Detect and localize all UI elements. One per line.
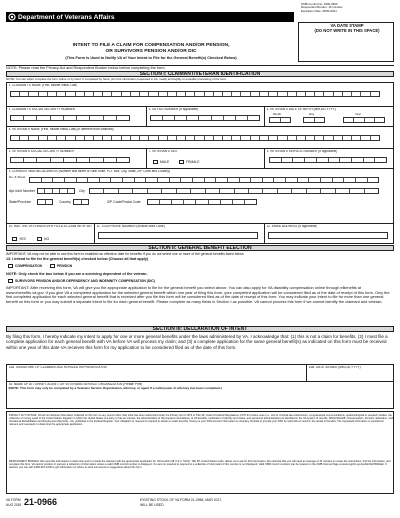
sex-female-label: FEMALE <box>186 160 200 164</box>
section-1-note: NOTE: You can either complete the form online or by hand. If completed by hand, print the information requested in ink, neatly and legibly to expedite processing of the form. <box>6 78 227 81</box>
city-field[interactable] <box>89 188 379 194</box>
va-file-number-label: 3. VA FILE NUMBER (If applicable) <box>148 108 199 111</box>
omb-control: OMB Control No. 2900-0826 <box>301 3 338 6</box>
veteran-name-field[interactable] <box>10 135 380 141</box>
header-note: NOTE: Please read the Privacy Act and Respondent Burden below before completing the form. <box>6 66 166 70</box>
filed-no-checkbox[interactable] <box>37 237 42 241</box>
survivors-dic-label: SURVIVORS PENSION AND/OR DEPENDENCY AND INDEMNITY COMPENSATION (DIC) <box>15 279 155 283</box>
respondent-burden: Respondent Burden: 15 minutes <box>301 6 343 10</box>
question-13: 13. I intend to file for the general benefit(s) checked below (Choose all that apply) <box>6 257 149 261</box>
va-seal-icon <box>8 13 16 21</box>
declaration-text: By filing this form, I hereby indicate my intent to apply for one or more general benefits under the laws administered by VA. I acknowledge that: (1) this is not a claim for benefits, (2) I must file a complete application for each general benefit with VA before VA will process my claim; and (3) a complete application for the same general benefit(s) as indicated on this form must be received within one year of this date VA receives this form for my application to be considered filed as of the date of this form. <box>6 334 388 350</box>
filed-yes-checkbox[interactable] <box>12 237 17 241</box>
representative-field[interactable] <box>10 392 390 407</box>
filed-yes-label: YES <box>19 237 26 241</box>
date-stamp-note: (DO NOT WRITE IN THIS SPACE) <box>314 27 380 33</box>
dob-day-label: Day <box>309 112 315 116</box>
dob-month-field[interactable] <box>269 117 291 123</box>
service-number-label: 8. VETERAN'S SERVICE NUMBER (If applicable) <box>266 150 338 153</box>
date-signed-cell <box>307 365 394 382</box>
telephone-cell <box>95 224 265 244</box>
service-number-field[interactable] <box>269 157 387 163</box>
section-3-title: SECTION III: DECLARATION OF INTENT <box>6 326 394 332</box>
veteran-ssn-field[interactable] <box>10 157 130 163</box>
representative-label: 15. NAME OF ATTORNEY, AGENT, OR VETERANS SERVICE ORGANIZATION (Please Print) <box>8 383 143 386</box>
privacy-act-text: PRIVACY ACT NOTICE: VA will not disclose information collected on this form to any source other than what has been authorized under the Privacy Act of 1974 or Title 38, Code of Federal Regulations 1.576 for routine uses (i.e., civil or criminal law enforcement, congressional communications, epidemiological or research studies, the collection of money owed to the United States, litigation in which the United States is a party or has an interest, the administration of VA programs and delivery of VA benefits, verification of identity and status, and personnel administration) as identified in the VA system of records, 58VA21/22/28, Compensation, Pension, Education, and Vocational Rehabilitation and Employment Records - VA, published in the Federal Register. Your obligation to respond is required to obtain or retain benefits. Giving us your SSN account information is voluntary. Refusal to provide your SSN by itself will not result in the denial of benefits. The requested information is considered relevant and necessary to determine the appropriate application. <box>9 414 393 427</box>
date-signed-label: 14B. DATE SIGNED (MM,DD,YYYY) <box>308 366 361 369</box>
veteran-name-cell <box>7 127 394 149</box>
section-2-important-2: IMPORTANT: After receiving this form, VA will give you the appropriate application to file for the general benefit you select above. You can also apply for VA disability compensation online through eBenefits at www.ebenefits.va.gov. If you give VA a completed application for the selected general benefit within one year of filing this form, your completed application will be considered filed as of the date of receipt of this form. Only the first completed application for each selected general benefit that is received after you file this form will be considered filed as of the date of receipt of this form. You may indicate your intent to file for more than one general benefit on this form or you may submit a separate intent to file for each general benefit. Please complete as many fields in Section I as possible. VA cannot process this form if we cannot identify the claimant and veteran. <box>6 286 390 304</box>
apt-field[interactable] <box>37 188 75 194</box>
footer-form-label: VA FORM <box>6 498 21 502</box>
veteran-name-label: 5. VETERAN'S NAME (First, Middle Initial, Last) (If different from claimant) <box>8 128 114 131</box>
zip-field[interactable] <box>147 199 257 205</box>
signature-label: 14A. SIGNATURE OF CLAIMANT/AUTHORIZED REPRESENTATIVE <box>8 366 108 369</box>
pension-label: PENSION <box>57 264 73 268</box>
mailing-address-label: 9. CURRENT MAILING ADDRESS (Number and street or rural route, P.O. Box, City, State, ZIP Code and Country) <box>8 170 170 173</box>
signature-cell <box>7 365 307 382</box>
telephone-field[interactable] <box>98 232 258 239</box>
signature-field[interactable] <box>10 371 302 380</box>
country-label: Country <box>59 200 71 204</box>
form-title-line-2: OR SURVIVORS PENSION AND/OR DIC <box>105 49 197 54</box>
claimant-name-label: 1. CLAIMANT'S NAME (First, Middle Initial, Last) <box>8 84 78 87</box>
email-label: 12. EMAIL ADDRESS (If applicable) <box>266 225 318 228</box>
privacy-frame <box>6 411 394 494</box>
veteran-ssn-cell <box>7 149 147 169</box>
section-2-title: SECTION II: GENERAL BENEFIT ELECTION <box>6 245 394 251</box>
veteran-ssn-label: 6. VETERAN'S SOCIAL SECURITY NUMBER <box>8 150 74 153</box>
section-2-important: IMPORTANT: VA may not be able to use this form to establish an effective date for benefits if you do not select one or more of the general benefits listed below. <box>6 252 245 256</box>
sex-male-label: MALE <box>160 160 170 164</box>
street-label: No. & Street <box>9 176 26 179</box>
state-label: State/Province <box>9 200 32 204</box>
claimant-name-cell <box>7 83 394 107</box>
survivors-dic-checkbox[interactable] <box>8 279 13 283</box>
telephone-label: 11. TELEPHONE NUMBER (Include Area Code) <box>96 225 165 228</box>
section-1-title: SECTION I: CLAIMANT/VETERAN IDENTIFICATION <box>6 71 394 77</box>
va-file-number-cell <box>147 107 265 127</box>
date-signed-field[interactable] <box>310 371 390 380</box>
apt-label: Apt./Unit Number <box>9 189 36 193</box>
signature-frame <box>6 364 394 409</box>
claimant-name-field[interactable] <box>10 91 380 97</box>
state-field[interactable] <box>37 199 53 205</box>
veteran-sex-label: 7. VETERAN'S SEX <box>148 150 178 153</box>
va-date-stamp-box <box>298 22 394 62</box>
filed-no-label: NO <box>44 237 50 241</box>
sex-female-checkbox[interactable] <box>179 160 184 164</box>
email-cell <box>265 224 394 244</box>
compensation-label: COMPENSATION <box>15 264 43 268</box>
pension-checkbox[interactable] <box>50 264 55 268</box>
zip-label: ZIP Code/Postal Code <box>107 200 141 204</box>
agency-name: Department of Veterans Affairs <box>18 13 115 21</box>
city-label: City <box>79 189 85 193</box>
footer-form-number: 21-0966 <box>24 497 58 507</box>
omb-block <box>301 3 396 13</box>
dob-year-field[interactable] <box>343 117 385 123</box>
expiration-date: Expiration Date: 08/31/2021 <box>301 9 337 13</box>
sex-male-checkbox[interactable] <box>153 160 158 164</box>
va-file-number-field[interactable] <box>150 115 260 121</box>
footer-stock-2: WILL BE USED. <box>140 503 165 507</box>
footer-stock: EXISTING STOCK OF VA FORM 21-0966, MAR 2017, <box>140 498 223 502</box>
section-1-frame <box>6 82 394 244</box>
veteran-sex-cell <box>147 149 265 169</box>
representative-cell <box>7 382 394 409</box>
footer-form-date: AUG 2018 <box>6 503 22 507</box>
dob-year-label: Year <box>355 112 361 116</box>
agency-header <box>6 12 294 22</box>
filed-before-label: 10. HAS THE VETERAN EVER FILED A CLAIM WITH VA? <box>8 225 92 228</box>
claimant-ssn-cell <box>7 107 147 127</box>
mailing-address-cell <box>7 169 394 224</box>
country-field[interactable] <box>73 199 89 205</box>
respondent-burden-text: RESPONDENT BURDEN: We need this information to determine and to provide the claimant with the appropriate application for VA benefits (38 U.S.C. 5101). Title 38, United States Code, allows us to ask for this information. We estimate that you will need an average of 15 minutes to review the instructions, find the information, and complete this form. VA cannot conduct or sponsor a collection of information unless a valid OMB control number is displayed. You are not required to respond to a collection of information if this number is not displayed. Valid OMB control numbers can be located on the OMB Internet Page at www.reginfo.gov/public/do/PRAMain. If desired, you can call 1-800-827-1000 to get information on where to send comments or suggestions about this form. <box>9 460 391 470</box>
compensation-checkbox[interactable] <box>8 264 13 268</box>
street-field[interactable] <box>29 177 379 183</box>
dob-month-label: Month <box>273 112 282 116</box>
email-field[interactable] <box>268 232 388 239</box>
representative-note: (NOTE: This form may only be completed by a Veterans Service Organization, attorney, or agent if a valid power of attorney has been completed.) <box>8 386 222 390</box>
dob-day-field[interactable] <box>303 117 325 123</box>
survivor-note: NOTE: Only check the box below if you are a surviving dependent of the veteran. <box>6 272 148 276</box>
filed-before-cell <box>7 224 95 244</box>
veteran-dob-cell <box>265 107 394 127</box>
service-number-cell <box>265 149 394 169</box>
form-subtitle: (This Form Is Used to Notify VA of Your Intent to File for the General Benefit(s) Checked Below) <box>65 56 237 60</box>
claimant-ssn-field[interactable] <box>10 115 130 121</box>
claimant-ssn-label: 2. CLAIMANT'S SOCIAL SECURITY NUMBER <box>8 108 75 111</box>
form-title-line-1: INTENT TO FILE A CLAIM FOR COMPENSATION AND/OR PENSION, <box>72 43 230 48</box>
veteran-dob-label: 4. VETERAN'S DATE OF BIRTH (MM,DD,YYYY) <box>266 108 336 111</box>
date-stamp-label: VA DATE STAMP <box>330 23 364 28</box>
